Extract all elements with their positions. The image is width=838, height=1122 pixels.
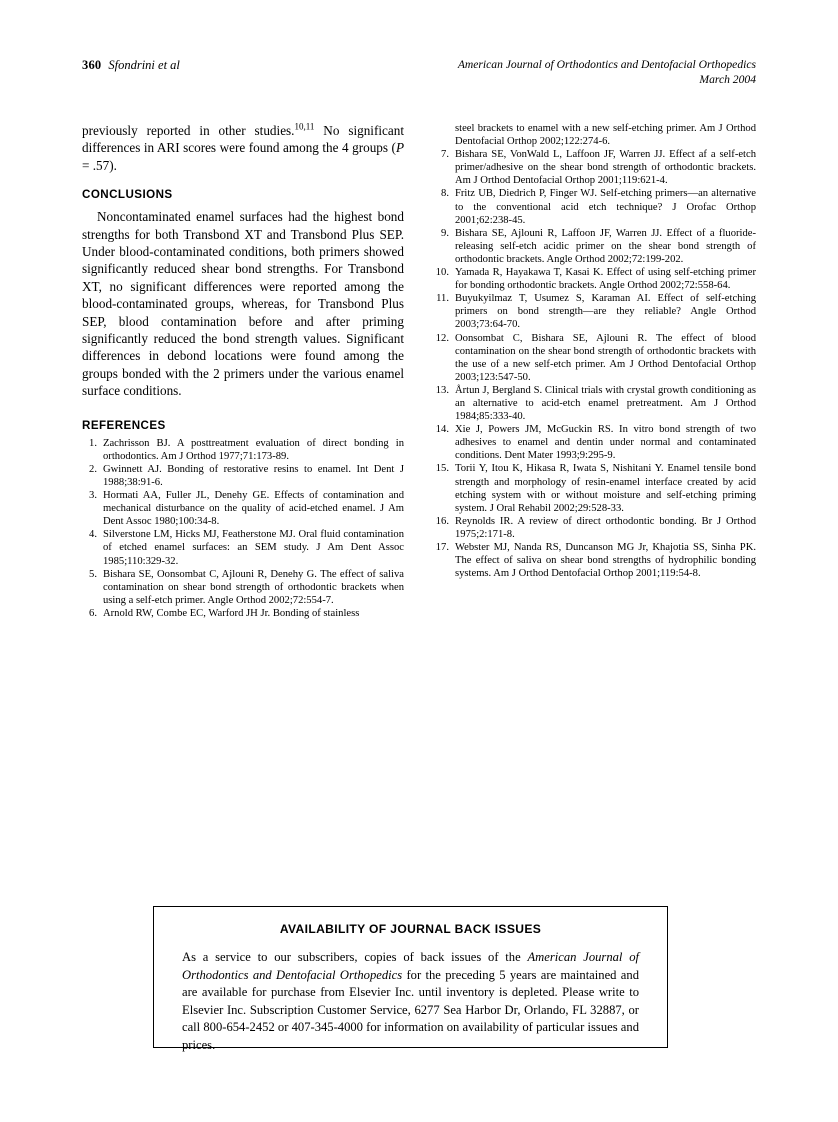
reference-item <box>434 148 756 187</box>
p-value-symbol: P <box>395 140 404 156</box>
running-head-right <box>458 58 756 87</box>
reference-number: 5 . <box>82 568 97 581</box>
reference-number: 13 . <box>434 384 449 397</box>
journal-title: American Journal of Orthodontics and Dentofacial Orthopedics <box>457 58 756 71</box>
citation-superscript: 10,11 <box>294 121 315 132</box>
continued-paragraph-part3: = .57). <box>82 157 117 173</box>
continued-paragraph-part1: previously reported in other studies. <box>82 123 295 138</box>
reference-number: 15 . <box>434 462 449 475</box>
reference-number: 14 . <box>434 423 449 436</box>
running-head-authors: Sfondrini et al <box>108 58 180 72</box>
reference-6-runover: steel brackets to enamel with a new self-etching primer. Am J Orthod Dentofacial Orthop 2002;122:274-6. <box>455 123 756 148</box>
reference-text: Gwinnett AJ. Bonding of restorative resins to enamel. Int Dent J 1988;38:91-6. <box>103 463 404 488</box>
running-head <box>82 58 756 87</box>
reference-text: Zachrisson BJ. A posttreatment evaluation of direct bonding in orthodontics. Am J Orthod 1977;71:173-89. <box>103 437 404 462</box>
reference-item <box>434 462 756 514</box>
reference-item <box>434 423 756 462</box>
reference-list-left <box>82 437 404 620</box>
reference-number: 7 . <box>434 148 449 161</box>
reference-number: 10 . <box>434 266 449 279</box>
continued-paragraph <box>82 122 404 174</box>
reference-text: Fritz UB, Diedrich P, Finger WJ. Self-etching primers—an alternative to the conventional acid etch technique? J Orofac Orthop 2001;62:238-45. <box>455 188 756 226</box>
notice-body-part1: As a service to our subscribers, copies of back issues of the <box>182 950 528 964</box>
reference-number: 1 . <box>82 437 97 450</box>
reference-number: 16 . <box>434 515 449 528</box>
reference-number: 17 . <box>434 541 449 554</box>
reference-item <box>82 463 404 489</box>
reference-item <box>434 515 756 541</box>
conclusions-heading: CONCLUSIONS <box>82 188 173 202</box>
reference-text: Yamada R, Hayakawa T, Kasai K. Effect of using self-etching primer for bonding orthodontic brackets. Angle Orthod 2002;72:558-64. <box>455 267 756 292</box>
reference-number: 9 . <box>434 227 449 240</box>
reference-number: 4 . <box>82 528 97 541</box>
reference-item <box>434 384 756 423</box>
reference-text: Xie J, Powers JM, McGuckin RS. In vitro bond strength of two adhesives to enamel and dentin under normal and contaminated conditions. Dent Mater 1993;9:295-9. <box>455 424 756 462</box>
reference-text: Silverstone LM, Hicks MJ, Featherstone MJ. Oral fluid contamination of etched enamel surfaces: an SEM study. J Am Dent Assoc 1985;110:329-32. <box>103 529 404 567</box>
reference-item <box>434 292 756 331</box>
reference-text: Årtun J, Bergland S. Clinical trials with crystal growth conditioning as an alternative to acid-etch enamel pretreatment. Am J Orthod 1984;85:333-40. <box>455 384 756 423</box>
left-column <box>82 122 404 620</box>
reference-text: Reynolds IR. A review of direct orthodontic bonding. Br J Orthod 1975;2:171-8. <box>455 515 756 540</box>
reference-text: Hormati AA, Fuller JL, Denehy GE. Effects of contamination and mechanical disturbance on the quality of acid-etched enamel. J Am Dent Assoc 1980;100:34-8. <box>103 490 404 528</box>
notice-title: AVAILABILITY OF JOURNAL BACK ISSUES <box>279 922 542 936</box>
conclusions-paragraph: Noncontaminated enamel surfaces had the highest bond strengths for both Transbond XT and Transbond Plus SEP. Under blood-contaminated conditions, both primers showed significantly reduced shear bond strengths. For Transbond XT, no significant differences were reported among the blood-contaminated groups, whereas, for Transbond Plus SEP, blood contamination before and after priming significantly reduced the bond strength values. Significant differences in debond locations were found among the groups bonded with the 2 primers under the various enamel surface conditions. <box>82 209 404 399</box>
reference-number: 6 . <box>82 607 97 620</box>
reference-number: 12 . <box>434 332 449 345</box>
reference-text: Bishara SE, Oonsombat C, Ajlouni R, Denehy G. The effect of saliva contamination on shear bond strength of orthodontic brackets when using a self-etch primer. Angle Orthod 2002;72:554-7. <box>103 568 404 606</box>
references-heading: REFERENCES <box>82 418 166 432</box>
reference-item <box>434 187 756 226</box>
reference-item <box>82 437 404 463</box>
reference-list-right <box>434 148 756 580</box>
reference-text: Bishara SE, VonWald L, Laffoon JF, Warren JJ. Effect af a self-etch primer/adhesive on the shear bond strength of orthodontic brackets. Am J Orthod Dentofacial Orthop 2001;119:621-4. <box>455 149 756 187</box>
reference-number: 3 . <box>82 489 97 502</box>
reference-text: Torii Y, Itou K, Hikasa R, Iwata S, Nishitani Y. Enamel tensile bond strength and morphology of resin-enamel interface created by acid etching system with or without moisture and self-etching priming system. J Oral Rehabil 2002;29:528-33. <box>455 463 756 514</box>
reference-text: Webster MJ, Nanda RS, Duncanson MG Jr, Khajotia SS, Sinha PK. The effect of saliva on shear bond strengths of hydrophilic bonding systems. Am J Orthod Dentofacial Orthop 2001;119:54-8. <box>455 542 756 580</box>
reference-text: Bishara SE, Ajlouni R, Laffoon JF, Warren JJ. Effect of a fluoride-releasing self-etch acidic primer on the shear bond strength of orthodontic brackets. Angle Orthod 2002;72:199-202. <box>455 227 756 265</box>
running-head-left <box>82 58 180 73</box>
reference-text: Buyukyilmaz T, Usumez S, Karaman AI. Effect of self-etching primers on bond strength—are they reliable? Angle Orthod 2003;73:64-70. <box>455 293 756 331</box>
notice-journal-title: American Journal of Orthodontics and Dentofacial Orthopedics <box>182 950 639 982</box>
continued-paragraph-part2: No significant differences in ARI scores were found among the 4 groups ( <box>82 123 404 156</box>
reference-text: Oonsombat C, Bishara SE, Ajlouni R. The effect of blood contamination on the shear bond strength of orthodontic brackets with the use of a new self-etch primer. Am J Orthod Dentofacial Orthop 2003;123:547-50. <box>455 332 756 383</box>
reference-item <box>82 489 404 528</box>
page-number: 360 <box>82 58 102 72</box>
reference-item <box>434 266 756 292</box>
reference-number: 11 . <box>434 292 449 305</box>
reference-item <box>82 528 404 567</box>
reference-item <box>434 541 756 580</box>
reference-item <box>434 227 756 266</box>
reference-item <box>82 607 404 620</box>
notice-body-part2: for the preceding 5 years are maintained and are available for purchase from Elsevier Inc. until inventory is depleted. Please write to Elsevier Inc. Subscription Customer Service, 6277 Sea Harbor Dr, Orlando, FL 32887, or call 800-654-2452 or 407-345-4000 for information on availability of particular issues and prices. <box>182 967 639 1052</box>
reference-number: 8 . <box>434 187 449 200</box>
notice-body <box>182 949 639 1055</box>
right-column <box>434 122 756 580</box>
reference-number: 2 . <box>82 463 97 476</box>
back-issues-notice-box <box>153 906 668 1052</box>
reference-item <box>82 568 404 607</box>
reference-text: Arnold RW, Combe EC, Warford JH Jr. Bonding of stainless <box>103 607 360 619</box>
issue-date: March 2004 <box>699 72 756 86</box>
reference-item <box>434 332 756 384</box>
